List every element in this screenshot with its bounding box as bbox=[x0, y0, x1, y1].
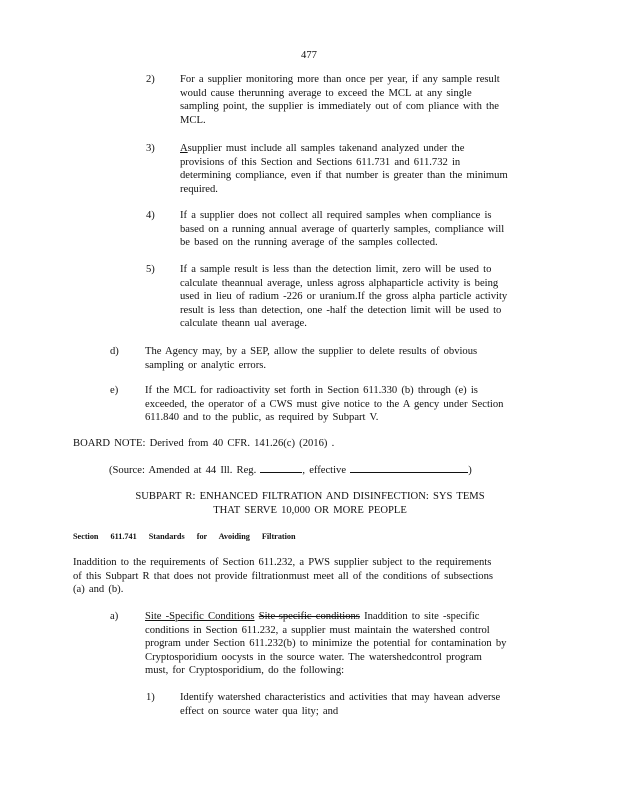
text-line: based on a running annual average of quarterly samples, compliance will bbox=[180, 223, 505, 235]
source-suffix: ) bbox=[468, 465, 472, 476]
blank-date-line bbox=[350, 472, 468, 473]
text-line: If a supplier does not collect all required samples when compliance is bbox=[180, 210, 492, 221]
item-number: 4) bbox=[146, 210, 155, 221]
text-line: Identify watershed characteristics and activities that may havean adverse bbox=[180, 692, 501, 703]
text-line: program under Section 611.232(b) to minimize the potential for contamination by bbox=[145, 638, 507, 650]
paragraph-item-4 bbox=[180, 209, 530, 250]
board-note: BOARD NOTE: Derived from 40 CFR. 141.26(c) (2016) . bbox=[73, 438, 335, 449]
text-line: If the MCL for radioactivity set forth in Section 611.330 (b) through (e) is bbox=[145, 385, 478, 396]
paragraph-item-3 bbox=[180, 142, 530, 196]
text-line: The Agency may, by a SEP, allow the supplier to delete results of obvious bbox=[145, 346, 478, 357]
subpart-heading-line: SUBPART R: ENHANCED FILTRATION AND DISINFECTION: SYS TEMS bbox=[135, 491, 485, 502]
text-line: Inaddition to site -specific bbox=[364, 611, 480, 622]
text-line: would cause therunning average to exceed the MCL at any single bbox=[180, 87, 472, 99]
source-middle: , effective bbox=[302, 465, 347, 476]
text-line: must, for Cryptosporidium, do the following: bbox=[145, 665, 345, 677]
paragraph-item-a-1 bbox=[180, 691, 530, 718]
text-line: required. bbox=[180, 183, 218, 195]
paragraph-item-2 bbox=[180, 73, 523, 127]
source-line bbox=[109, 464, 472, 478]
text-line: Cryptosporidium oocysts in the source water. The watershedcontrol program bbox=[145, 651, 482, 663]
underlined-insertion: A bbox=[180, 143, 188, 154]
text-line: MCL. bbox=[180, 114, 206, 126]
item-number: 5) bbox=[146, 264, 155, 275]
text-line: sampling point, the supplier is immediately out of com pliance with the bbox=[180, 101, 499, 113]
text-line: (a) and (b). bbox=[73, 584, 124, 596]
item-letter: d) bbox=[110, 346, 119, 357]
text-line: For a supplier monitoring more than once per year, if any sample result bbox=[180, 74, 500, 85]
subpart-heading bbox=[60, 490, 560, 517]
text-line: be based on the running average of the samples collected. bbox=[180, 237, 438, 249]
paragraph-item-d bbox=[145, 345, 525, 372]
paragraph-item-a bbox=[145, 610, 540, 678]
text-line: supplier must include all samples takenand analyzed under the bbox=[187, 143, 465, 154]
intro-paragraph bbox=[73, 556, 528, 597]
text-line: calculate theann ual average. bbox=[180, 318, 307, 330]
page-number: 477 bbox=[301, 50, 317, 61]
text-line: exceeded, the operator of a CWS must give notice to the A gency under Section bbox=[145, 398, 504, 410]
subpart-heading-line: THAT SERVE 10,000 OR MORE PEOPLE bbox=[213, 504, 407, 516]
struck-text: Site-specific conditions bbox=[258, 611, 360, 622]
text-line: effect on source water qua lity; and bbox=[180, 705, 339, 717]
text-line: provisions of this Section and Sections 611.731 and 611.732 in bbox=[180, 156, 461, 168]
item-letter: a) bbox=[110, 611, 119, 622]
text-line: 611.840 and to the public, as required by Subpart V. bbox=[145, 412, 379, 424]
source-prefix: (Source: Amended at 44 Ill. Reg. bbox=[109, 465, 257, 476]
text-line: result is less than detection, one -half the detection limit will be used to bbox=[180, 304, 502, 316]
item-number: 1) bbox=[146, 692, 155, 703]
text-line: determining compliance, even if that number is greater than the minimum bbox=[180, 170, 508, 182]
blank-reg-line bbox=[260, 472, 302, 473]
text-line: conditions in Section 611.232, a supplier must maintain the watershed control bbox=[145, 624, 490, 636]
text-line: calculate theannual average, unless agross alphaparticle activity is being bbox=[180, 277, 499, 289]
item-number: 3) bbox=[146, 143, 155, 154]
text-line: sampling or analytic errors. bbox=[145, 359, 266, 371]
text-line: of this Subpart R that does not provide filtrationmust meet all of the conditions of subsections bbox=[73, 570, 494, 582]
paragraph-item-5 bbox=[180, 263, 530, 331]
underlined-insertion: Site -Specific Conditions bbox=[145, 611, 255, 622]
item-letter: e) bbox=[110, 385, 119, 396]
text-line: If a sample result is less than the detection limit, zero will be used to bbox=[180, 264, 492, 275]
item-number: 2) bbox=[146, 74, 155, 85]
text-line: used in lieu of radium -226 or uranium.If the gross alpha particle activity bbox=[180, 291, 508, 303]
section-heading: Section 611.741 Standards for Avoiding Filtration bbox=[73, 532, 296, 541]
paragraph-item-e bbox=[145, 384, 530, 425]
text-line: Inaddition to the requirements of Section 611.232, a PWS supplier subject to the requirements bbox=[73, 557, 492, 568]
